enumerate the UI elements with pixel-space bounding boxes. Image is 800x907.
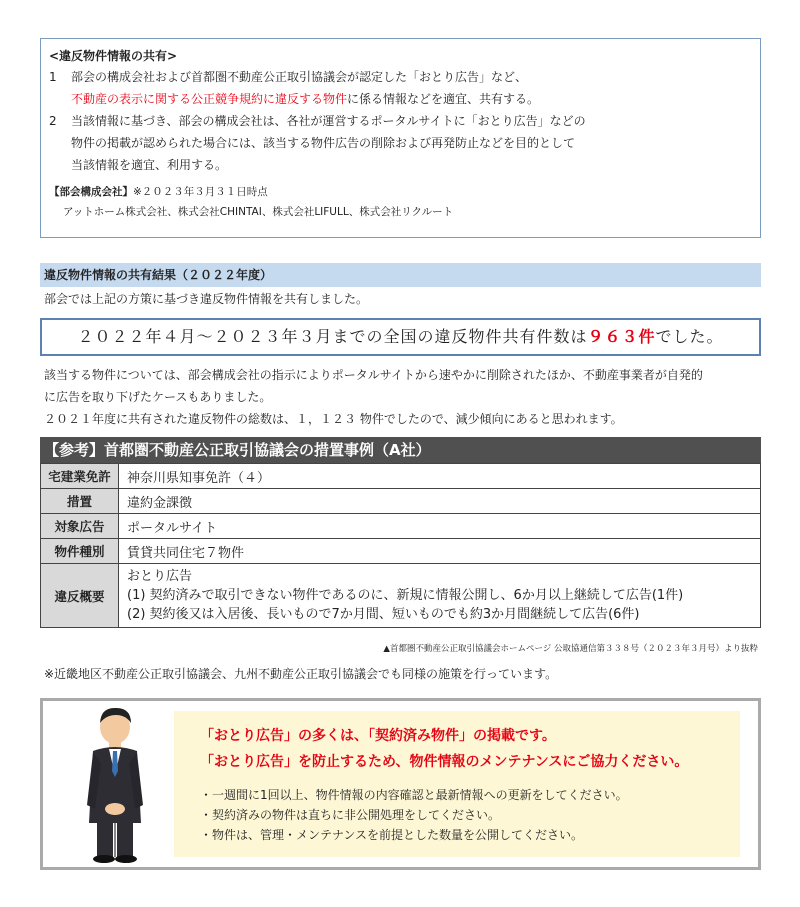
policy-text: 当該情報を適宜、利用する。	[71, 158, 228, 172]
results-title: 違反物件情報の共有結果（２０２２年度）	[40, 263, 761, 287]
source-citation: ▲首都圏不動産公正取引協議会ホームページ 公取協通信第３３８号（２０２３年３月号）より抜粋	[383, 644, 758, 654]
table-row	[41, 464, 761, 489]
policy-text: に係る情報などを適宜、共有する。	[347, 92, 540, 106]
policy-highlight: 不動産の表示に関する公正競争規約に違反する物件	[71, 92, 348, 106]
results-paragraph: ２０２１年度に共有された違反物件の総数は、１，１２３ 物件でしたので、減少傾向にあると思われます。	[44, 412, 623, 426]
results-subtitle: 部会では上記の方策に基づき違反物件情報を共有しました。	[44, 292, 369, 306]
policy-text: 部会の構成会社および首都圏不動産公正取引協議会が認定した「おとり広告」など、	[71, 70, 528, 84]
count-prefix: ２０２２年４月～２０２３年３月までの全国の違反物件共有件数は	[77, 327, 588, 346]
policy-item-1	[49, 66, 750, 110]
count-value: ９６３件	[587, 327, 656, 346]
row-label: 措置	[41, 489, 119, 514]
appeal-box	[40, 698, 761, 870]
members-date: ※２０２３年３月３１日時点	[133, 186, 268, 198]
row-value: ポータルサイト	[119, 514, 761, 539]
policy-num: 1	[49, 70, 57, 84]
table-row	[41, 514, 761, 539]
results-paragraph: 該当する物件については、部会構成会社の指示によりポータルサイトから速やかに削除されたほか、不動産事業者が自発的	[44, 368, 703, 382]
appeal-bullets	[200, 785, 740, 845]
policy-text: 物件の掲載が認められた場合には、該当する物件広告の削除および再発防止などを目的として	[71, 136, 576, 150]
policy-item-2	[49, 110, 750, 176]
member-companies	[49, 182, 750, 222]
sharing-header: <違反物件情報の共有>	[49, 49, 178, 63]
violation-line: おとり広告	[127, 569, 193, 584]
policy-text: 当該情報に基づき、部会の構成会社は、各社が運営するポータルサイトに「おとり広告」などの	[71, 114, 586, 128]
appeal-headline: 「おとり広告」の多くは、「契約済み物件」の掲載です。	[200, 728, 556, 744]
appeal-message	[174, 711, 740, 857]
results-paragraph: に広告を取り下げたケースもありました。	[44, 390, 272, 404]
bowing-businessman-illustration	[71, 705, 161, 865]
members-list: アットホーム株式会社、株式会社CHINTAI、株式会社LIFULL、株式会社リクルート	[63, 206, 454, 218]
reference-table	[40, 463, 761, 628]
row-label: 違反概要	[41, 564, 119, 628]
row-value: 神奈川県知事免許（４）	[119, 464, 761, 489]
row-label: 宅建業免許	[41, 464, 119, 489]
row-value: 違約金課徴	[119, 489, 761, 514]
row-label: 対象広告	[41, 514, 119, 539]
table-row	[41, 489, 761, 514]
table-row	[41, 564, 761, 628]
appeal-headline: 「おとり広告」を防止するため、物件情報のメンテナンスにご協力ください。	[200, 754, 689, 770]
list-item: ・契約済みの物件は直ちに非公開処理をしてください。	[200, 808, 501, 822]
violation-line: (1) 契約済みで取引できない物件であるのに、新規に情報公開し、6か月以上継続して広告(1件)	[127, 588, 684, 603]
row-value: 賃貸共同住宅７物件	[119, 539, 761, 564]
members-label: 【部会構成会社】	[49, 186, 133, 198]
list-item: ・一週間に1回以上、物件情報の内容確認と最新情報への更新をしてください。	[200, 788, 628, 802]
violation-summary	[119, 564, 761, 628]
violation-count-box	[40, 318, 761, 356]
policy-num: 2	[49, 114, 57, 128]
list-item: ・物件は、管理・メンテナンスを前提とした数量を公開してください。	[200, 828, 584, 842]
row-label: 物件種別	[41, 539, 119, 564]
count-suffix: でした。	[655, 327, 724, 346]
regional-note: ※近畿地区不動産公正取引協議会、九州不動産公正取引協議会でも同様の施策を行っています。	[44, 667, 558, 681]
table-row	[41, 539, 761, 564]
violation-line: (2) 契約後又は入居後、長いもので7か月間、短いものでも約3か月間継続して広告(6件)	[127, 607, 640, 622]
reference-title: 【参考】首都圏不動産公正取引協議会の措置事例（A社）	[40, 437, 761, 463]
sharing-policy-box	[40, 38, 761, 238]
